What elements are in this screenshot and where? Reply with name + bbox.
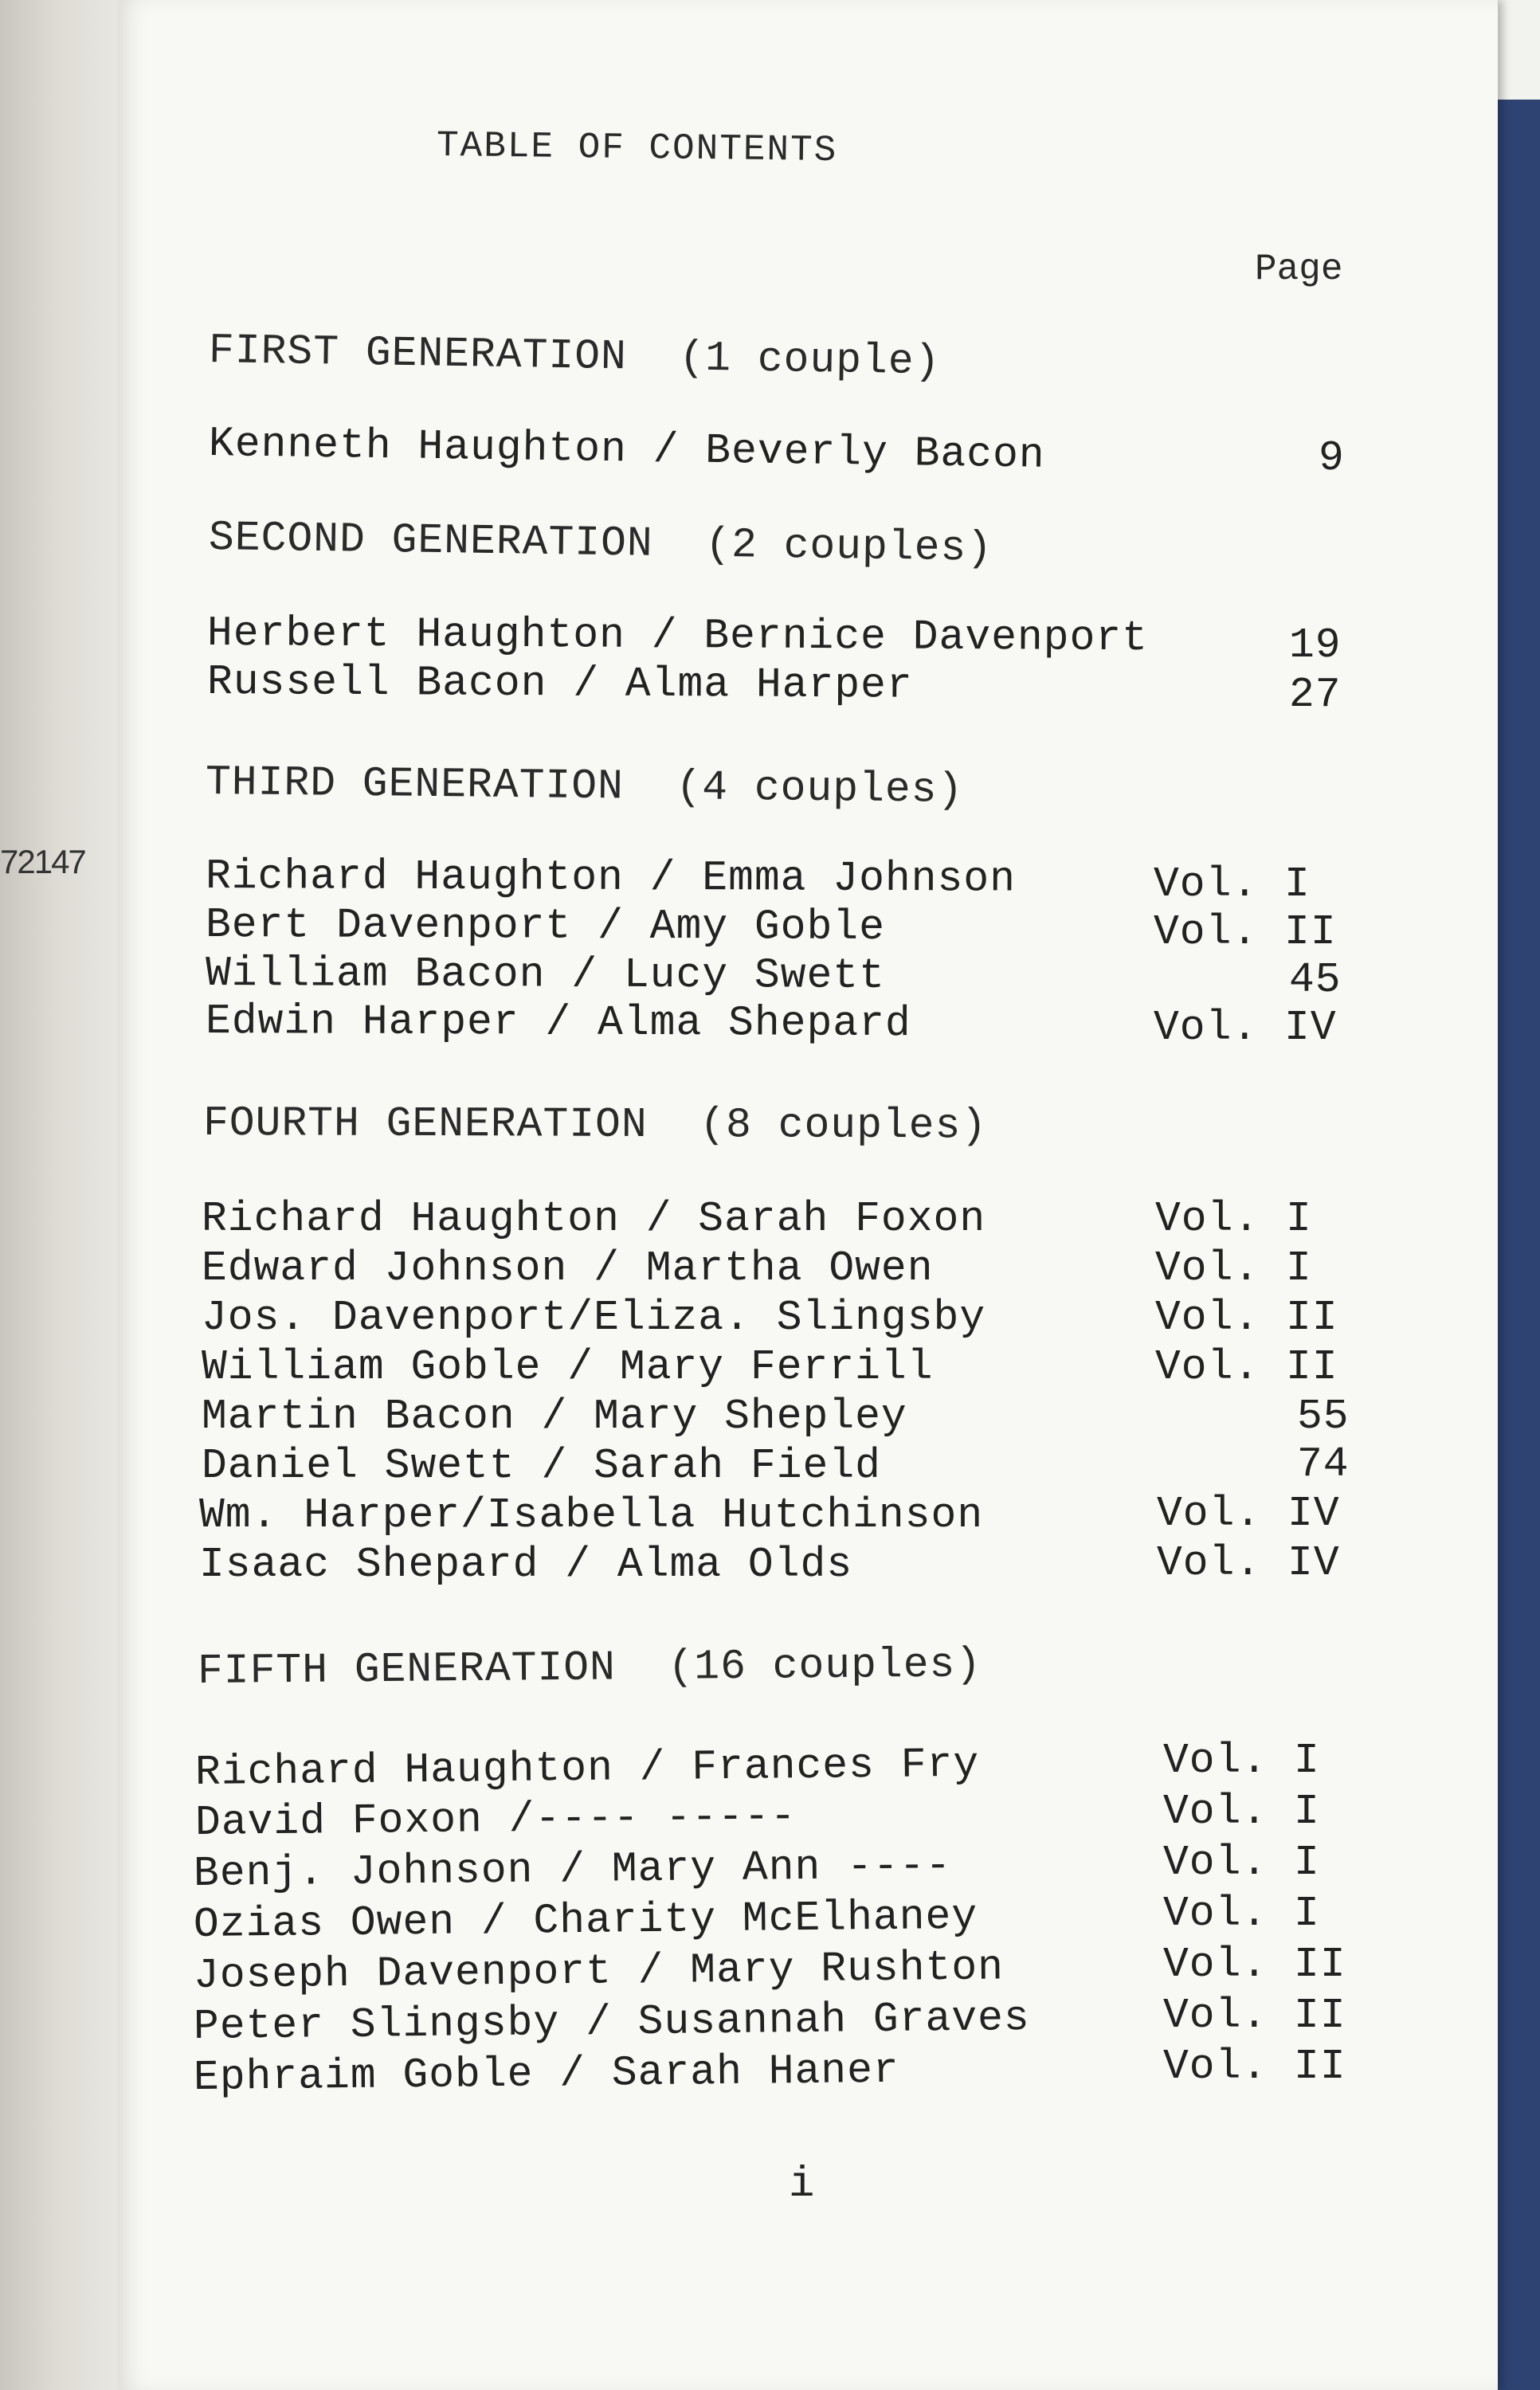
toc-entry-name: Richard Haughton / Sarah Foxon (202, 1195, 986, 1243)
page-column-label: Page (1255, 249, 1343, 290)
toc-entry-name: William Bacon / Lucy Swett (205, 950, 886, 1000)
toc-entry-ref: 9 (1319, 434, 1345, 482)
toc-entry-ref: 74 (1297, 1440, 1350, 1488)
page-title: TABLE OF CONTENTS (436, 124, 838, 172)
toc-entry-ref: Vol. IV (1157, 1539, 1340, 1587)
toc-entry-ref: Vol. II (1155, 1343, 1338, 1391)
toc-entry-name: William Goble / Mary Ferrill (202, 1343, 934, 1391)
toc-entry-ref: Vol. I (1155, 1244, 1312, 1292)
toc-entry-name: Ephraim Goble / Sarah Haner (193, 2046, 900, 2102)
toc-entry-name: Edward Johnson / Martha Owen (202, 1244, 934, 1292)
toc-entry-ref: Vol. I (1163, 1737, 1320, 1785)
toc-entry-ref: Vol. II (1163, 1992, 1346, 2039)
section-heading-second: SECOND GENERATION (2 couples) (208, 514, 993, 573)
section-heading-first: FIRST GENERATION (1 couple) (208, 327, 941, 386)
toc-entry-name: Bert Davenport / Amy Goble (205, 901, 886, 951)
toc-entry-ref: Vol. II (1154, 908, 1337, 956)
toc-entry-ref: Vol. IV (1157, 1490, 1340, 1538)
toc-entry-name: Edwin Harper / Alma Shepard (205, 997, 911, 1048)
toc-entry-ref: Vol. IV (1154, 1004, 1337, 1052)
page-folio: i (789, 2161, 815, 2209)
left-page-edge (0, 0, 139, 2390)
toc-entry-ref: Vol. I (1154, 860, 1311, 908)
toc-entry-ref: 45 (1289, 956, 1342, 1004)
toc-entry-name: Martin Bacon / Mary Shepley (202, 1393, 907, 1440)
toc-entry-name: Wm. Harper/Isabella Hutchinson (199, 1491, 984, 1539)
margin-mark: 72147 (0, 843, 85, 880)
section-heading-fifth: FIFTH GENERATION (16 couples) (197, 1640, 982, 1695)
toc-entry-name: Peter Slingsby / Susannah Graves (193, 1994, 1031, 2051)
toc-entry-name: Herbert Haughton / Bernice Davenport (206, 609, 1149, 663)
section-heading-third: THIRD GENERATION (4 couples) (205, 758, 964, 814)
toc-entry-name: David Foxon /---- ----- (194, 1792, 797, 1847)
toc-entry-name: Jos. Davenport/Eliza. Slingsby (202, 1294, 986, 1342)
toc-entry-ref: Vol. II (1163, 1941, 1346, 1988)
toc-entry-name: Isaac Shepard / Alma Olds (199, 1541, 853, 1589)
toc-entry-name: Richard Haughton / Emma Johnson (205, 852, 1017, 903)
toc-entry-ref: Vol. II (1155, 1294, 1338, 1342)
toc-entry-ref: 55 (1297, 1393, 1350, 1440)
toc-entry-ref: 27 (1289, 671, 1342, 719)
toc-entry-ref: Vol. II (1163, 2043, 1346, 2090)
toc-entry-name: Daniel Swett / Sarah Field (202, 1442, 881, 1490)
toc-entry-name: Ozias Owen / Charity McElhaney (193, 1892, 978, 1949)
toc-entry-name: Richard Haughton / Frances Fry (194, 1740, 980, 1796)
toc-entry-ref: Vol. I (1155, 1195, 1312, 1243)
toc-entry-name: Benj. Johnson / Mary Ann ---- (193, 1842, 952, 1898)
toc-entry-ref: 19 (1289, 621, 1342, 669)
toc-entry-ref: Vol. I (1163, 1890, 1320, 1937)
toc-entry-ref: Vol. I (1163, 1839, 1320, 1887)
toc-entry-name: Russell Bacon / Alma Harper (206, 658, 913, 710)
toc-entry-ref: Vol. I (1163, 1788, 1320, 1836)
section-heading-fourth: FOURTH GENERATION (8 couples) (202, 1099, 988, 1150)
toc-entry-name: Joseph Davenport / Mary Rushton (193, 1943, 1005, 2000)
toc-entry-name: Kenneth Haughton / Beverly Bacon (208, 420, 1046, 480)
